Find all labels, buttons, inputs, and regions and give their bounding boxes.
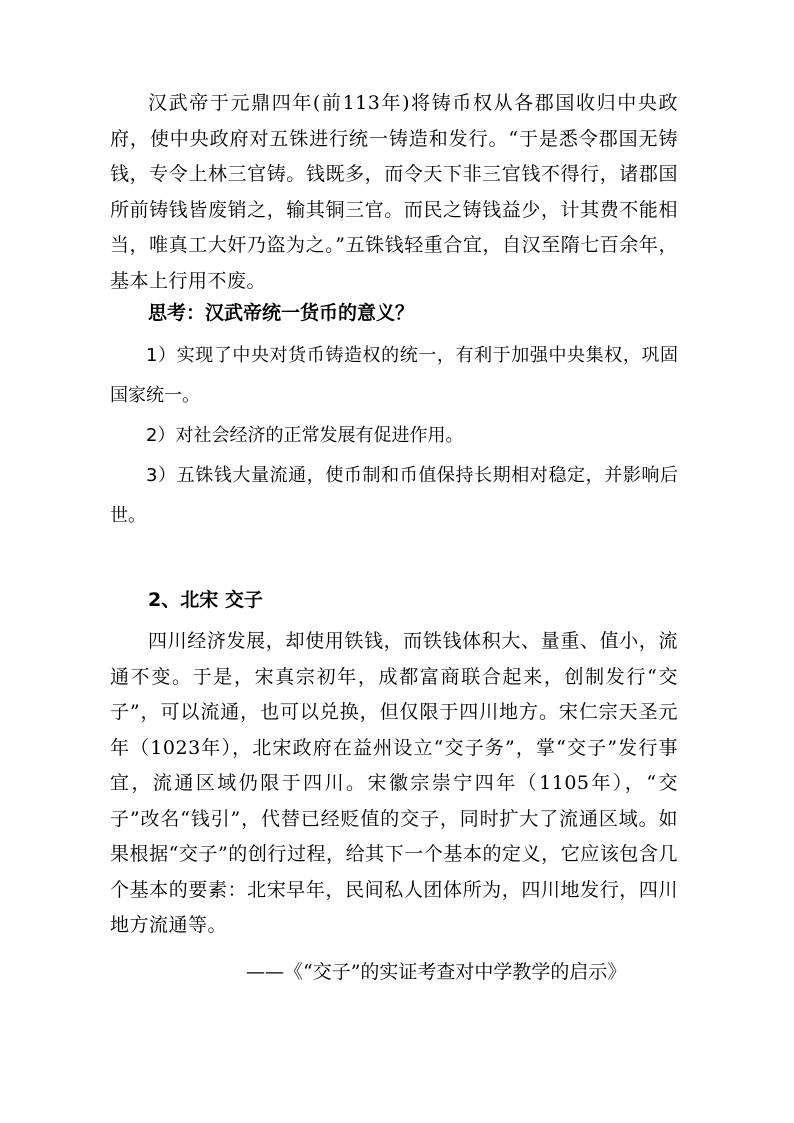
source-citation: ——《“交子”的实证考查对中学教学的启示》 <box>246 961 627 983</box>
jiaozi-paragraph: 四川经济发展，却使用铁钱，而铁钱体积大、量重、值小，流通不变。于是，宋真宗初年，成都富商联合起来，创制发行“交子”，可以流通，也可以兑换，但仅限于四川地方。宋仁宗天圣元年（1023年），北宋政府在益州设立“交子务”，掌“交子”发行事宜，流通区域仍限于四川。宋徽宗崇宁四年（1105年），“交子”改名“钱引”，代替已经贬值的交子，同时扩大了流通区域。如果根据“交子”的创行过程，给其下一个基本的定义，它应该包含几个基本的要素：北宋早年，民间私人团体所为，四川地发行，四川地方流通等。 <box>110 630 678 936</box>
section-heading-jiaozi: 2、北宋 交子 <box>148 589 263 611</box>
question-heading: 思考：汉武帝统一货币的意义？ <box>148 302 415 324</box>
significance-point-2: 2）对社会经济的正常发展有促进作用。 <box>146 425 464 446</box>
significance-point-1: 1）实现了中央对货币铸造权的统一，有利于加强中央集权，巩固国家统一。 <box>110 345 678 406</box>
wuzhu-paragraph: 汉武帝于元鼎四年(前113年)将铸币权从各郡国收归中央政府，使中央政府对五铢进行统一铸造和发行。“于是悉令郡国无铸钱，专令上林三官铸。钱既多，而令天下非三官钱不得行，诸郡国所前铸钱皆废销之，输其铜三官。而民之铸钱益少，计其费不能相当，唯真工大奸乃盗为之。”五铢钱轻重合宜，自汉至隋七百余年，基本上行用不废。 <box>110 92 678 292</box>
significance-point-3: 3）五铢钱大量流通，使币制和币值保持长期相对稳定，并影响后世。 <box>110 465 678 526</box>
